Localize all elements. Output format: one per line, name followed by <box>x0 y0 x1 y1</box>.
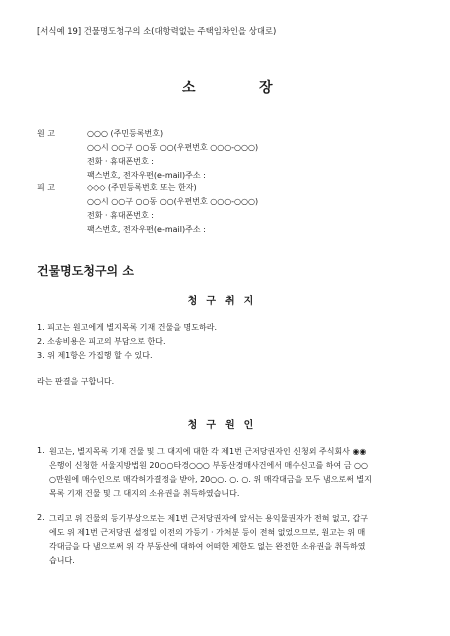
claim-purpose-item-2: 2. 소송비용은 피고의 부담으로 한다. <box>37 337 166 346</box>
claim-purpose-item-1: 1. 피고는 원고에게 별지목록 기재 건물을 명도하라. <box>37 323 217 332</box>
title-char-1: 소 <box>182 80 196 96</box>
defendant-phone: 전화 · 휴대폰번호 : <box>87 211 154 220</box>
plaintiff-block <box>37 128 437 180</box>
claim-purpose-heading: 청구취지 <box>187 296 263 307</box>
claim-purpose-item-3: 3. 위 제1항은 가집행 할 수 있다. <box>37 351 153 360</box>
plaintiff-phone: 전화 · 휴대폰번호 : <box>87 157 154 166</box>
paragraph-line: 에도 위 제1번 근저당권 설정일 이전의 가등기 · 가처분 등이 전혀 없었으므로, 원고는 위 매 <box>49 528 366 537</box>
defendant-role: 피 고 <box>37 183 55 192</box>
paragraph-number: 1. <box>37 446 45 455</box>
defendant-fax-email: 팩스번호, 전자우편(e-mail)주소 : <box>87 225 206 234</box>
paragraph-line: 은행이 신청한 서울지방법원 20○○타경○○○ 부동산경매사건에서 매수신고를 하여 금 ○○ <box>49 461 368 470</box>
paragraph-line: 습니다. <box>49 556 75 565</box>
paragraph-line: ○만원에 매수인으로 매각허가결정을 받아, 20○○. ○. ○. 위 매각대금을 모두 냄으로써 별지 <box>49 475 372 484</box>
paragraph-number: 2. <box>37 513 45 522</box>
paragraph-line: 원고는, 별지목록 기재 건물 및 그 대지에 대한 각 제1번 근저당권자인 신청외 주식회사 ◉◉ <box>49 447 367 456</box>
document-title <box>0 77 450 97</box>
claim-cause-heading: 청구원인 <box>187 420 263 431</box>
case-title: 건물명도청구의 소 <box>37 264 134 278</box>
paragraph-line: 목록 기재 건물 및 그 대지의 소유권을 취득하였습니다. <box>49 489 240 498</box>
defendant-block <box>37 182 437 234</box>
paragraph-line: 각대금을 다 냄으로써 위 각 부동산에 대하여 어떠한 제한도 없는 완전한 소유권을 취득하였 <box>49 542 366 551</box>
title-char-2: 장 <box>259 80 273 96</box>
plaintiff-role: 원 고 <box>37 129 55 138</box>
plaintiff-address: ○○시 ○○구 ○○동 ○○(우편번호 ○○○-○○○) <box>87 143 259 152</box>
defendant-name: ◇◇◇ (주민등록번호 또는 한자) <box>87 183 197 192</box>
claim-purpose-closing: 라는 판결을 구합니다. <box>37 377 115 386</box>
plaintiff-fax-email: 팩스번호, 전자우편(e-mail)주소 : <box>87 171 206 180</box>
claim-cause-paragraph-2 <box>37 513 415 569</box>
form-label: [서식예 19] 건물명도청구의 소(대항력없는 주택임차인을 상대로) <box>37 26 277 36</box>
paragraph-line: 그리고 위 건물의 등기부상으로는 제1번 근저당권자에 앞서는 용익물권자가 전혀 없고, 갑구 <box>49 514 368 523</box>
claim-cause-paragraph-1 <box>37 446 415 502</box>
defendant-address: ○○시 ○○구 ○○동 ○○(우편번호 ○○○-○○○) <box>87 197 259 206</box>
plaintiff-name: ○○○ (주민등록번호) <box>87 129 164 138</box>
